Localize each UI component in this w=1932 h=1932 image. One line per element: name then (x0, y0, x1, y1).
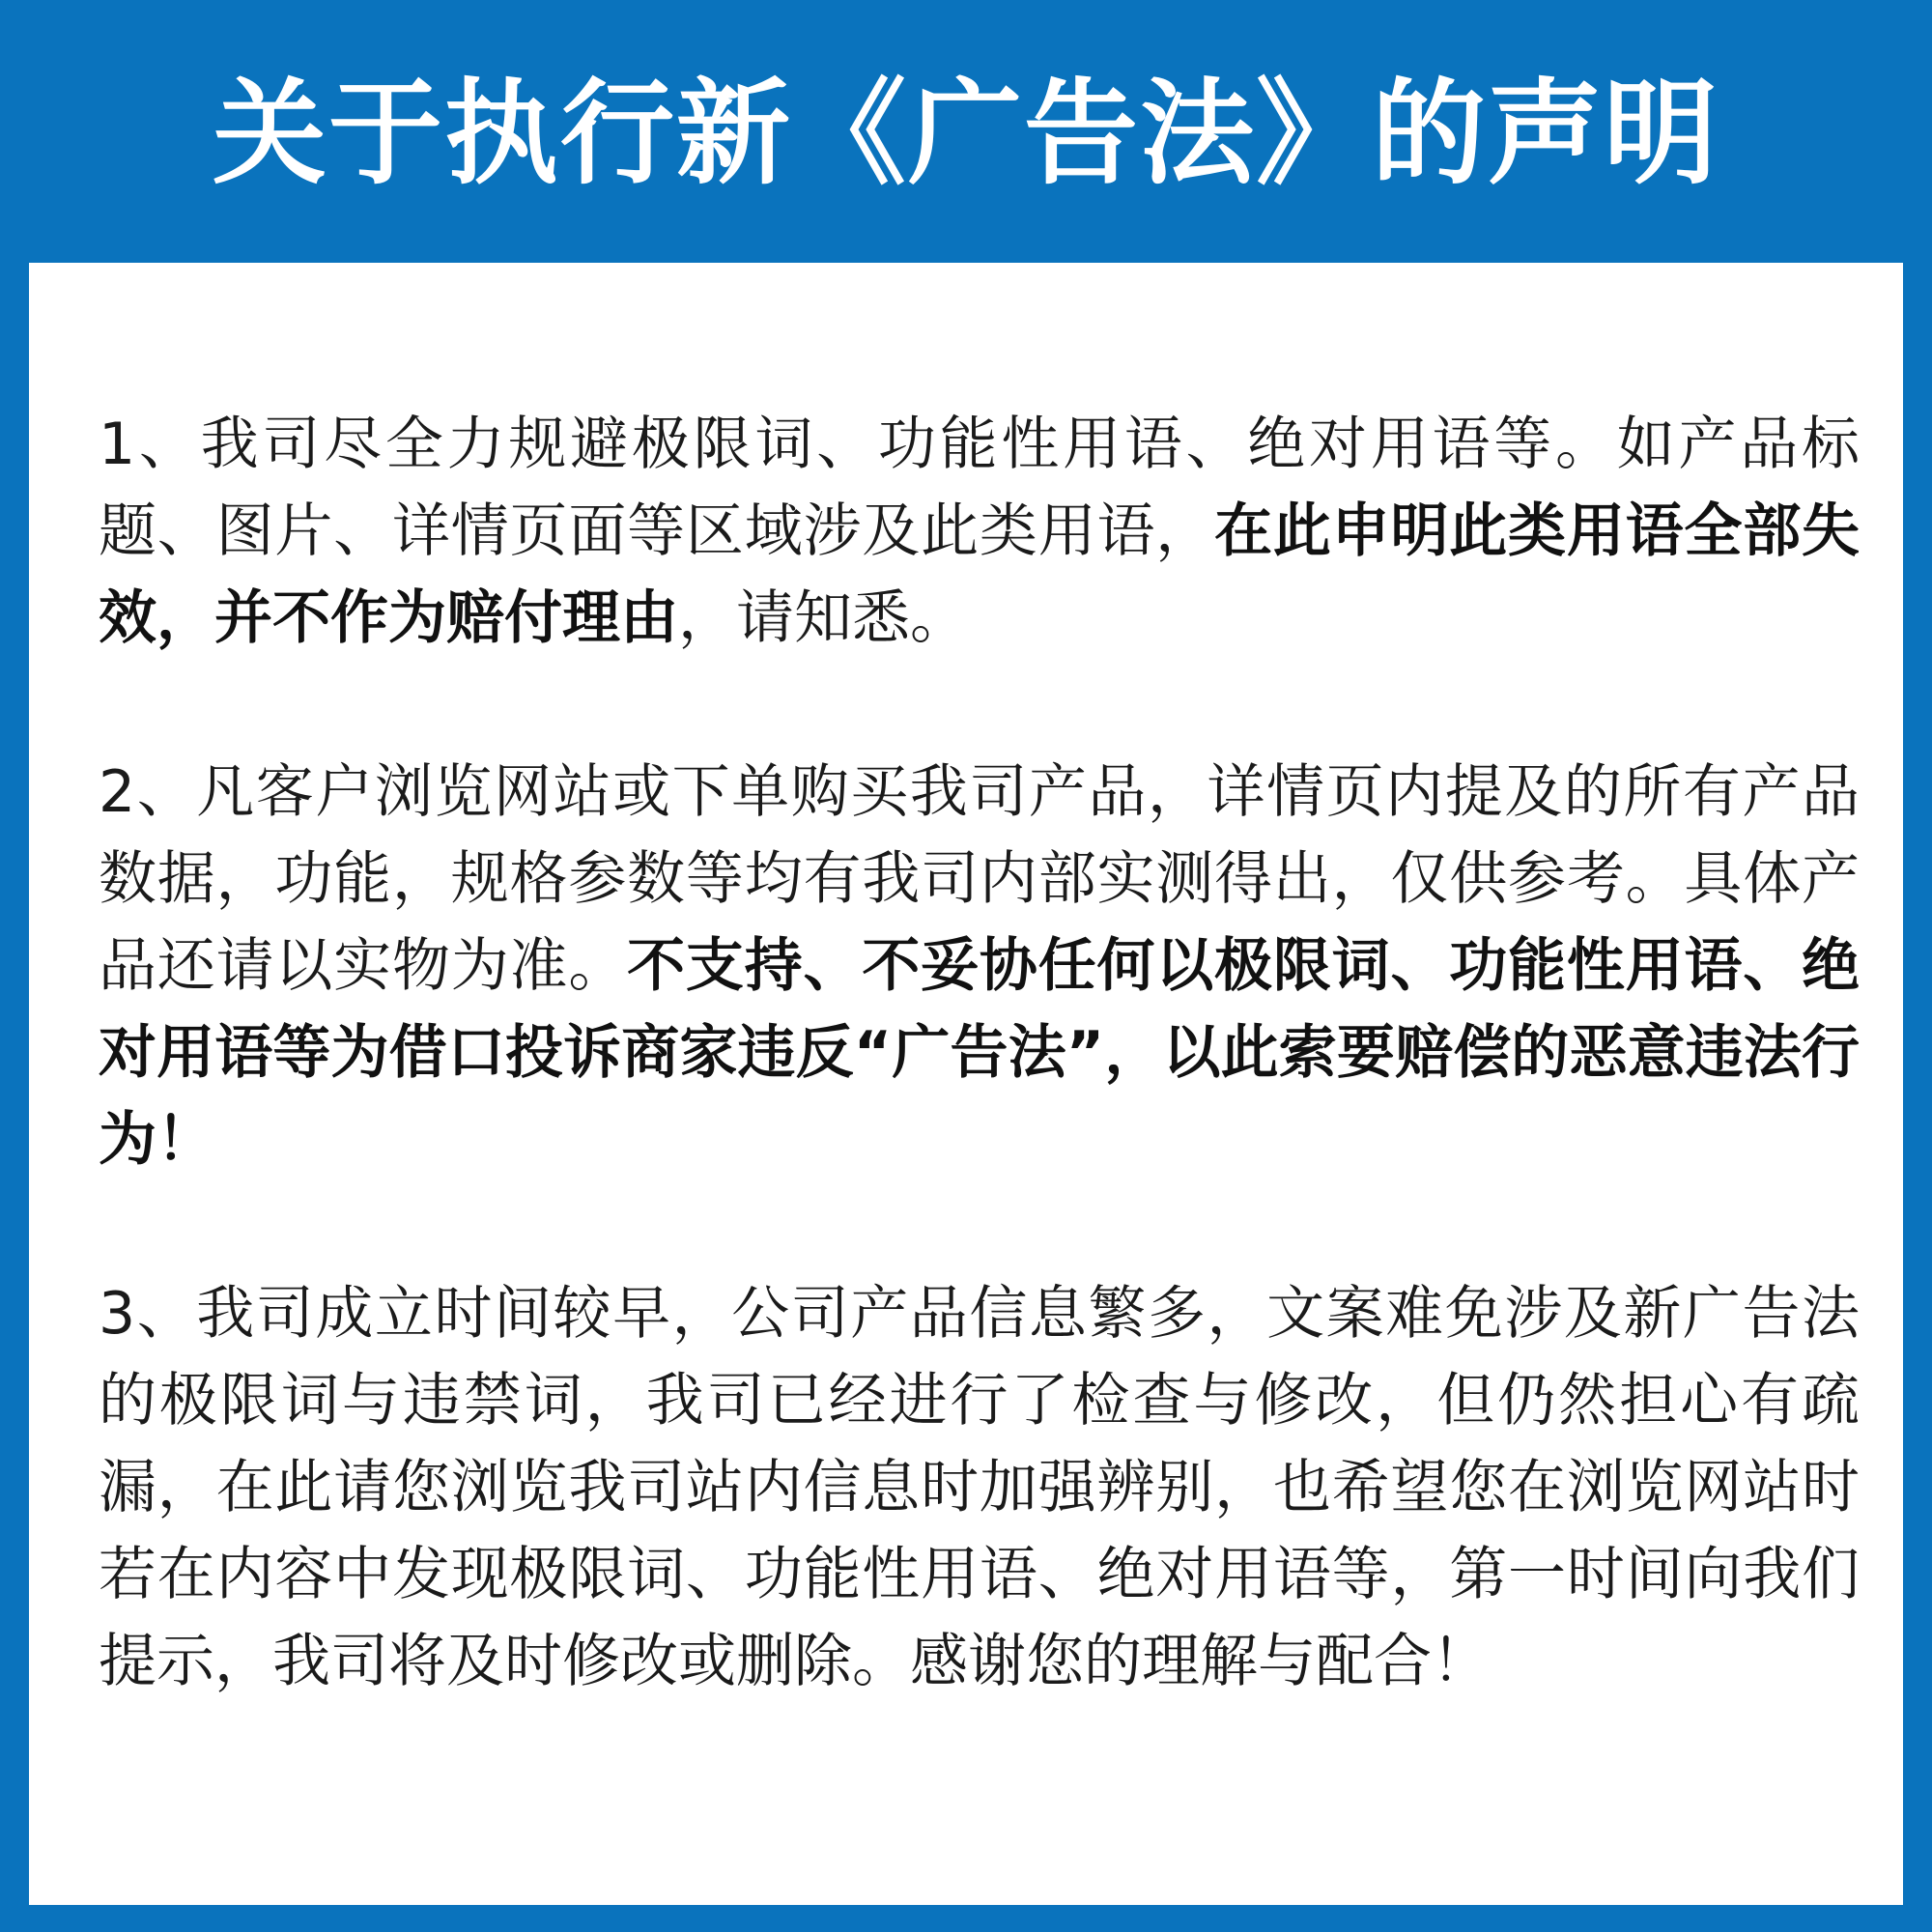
paragraph-1-ending: ，请知悉。 (678, 584, 968, 652)
page-title: 关于执行新《广告法》的声明 (212, 67, 1719, 200)
paragraph-3-text: 3、我司成立时间较早，公司产品信息繁多，文案难免涉及新广告法的极限词与违禁词，我司已经进行了检查与修改，但仍然担心有疏漏，在此请您浏览我司站内信息时加强辨别，也希望您在浏览网站时若在内容中发现极限词、功能性用语、绝对用语等，第一时间向我们提示，我司将及时修改或删除。感谢您的理解与配合！ (99, 1280, 1860, 1695)
paragraph-2-text: 2、凡客户浏览网站或下单购买我司产品，详情页内提及的所有产品数据，功能，规格参数等均有我司内部实测得出，仅供参考。具体产品还请以实物为准。 (99, 758, 1860, 1000)
paragraph-1-text: 1、我司尽全力规避极限词、功能性用语、绝对用语等。如产品标题、图片、详情页面等区域涉及此类用语， (99, 411, 1860, 565)
statement-panel (29, 263, 1903, 1905)
statement-paragraph-2 (99, 749, 1860, 1183)
paragraph-1-emphasis: 在此申明此类用语全部失效，并不作为赔付理由 (99, 497, 1861, 652)
statement-paragraph-3 (99, 1270, 1860, 1705)
statement-content (99, 401, 1860, 1705)
paragraph-2-emphasis: 不支持、不妥协任何以极限词、功能性用语、绝对用语等为借口投诉商家违反“广告法”，以此索要赔偿的恶意违法行为！ (99, 932, 1861, 1174)
statement-paragraph-1 (99, 401, 1860, 662)
